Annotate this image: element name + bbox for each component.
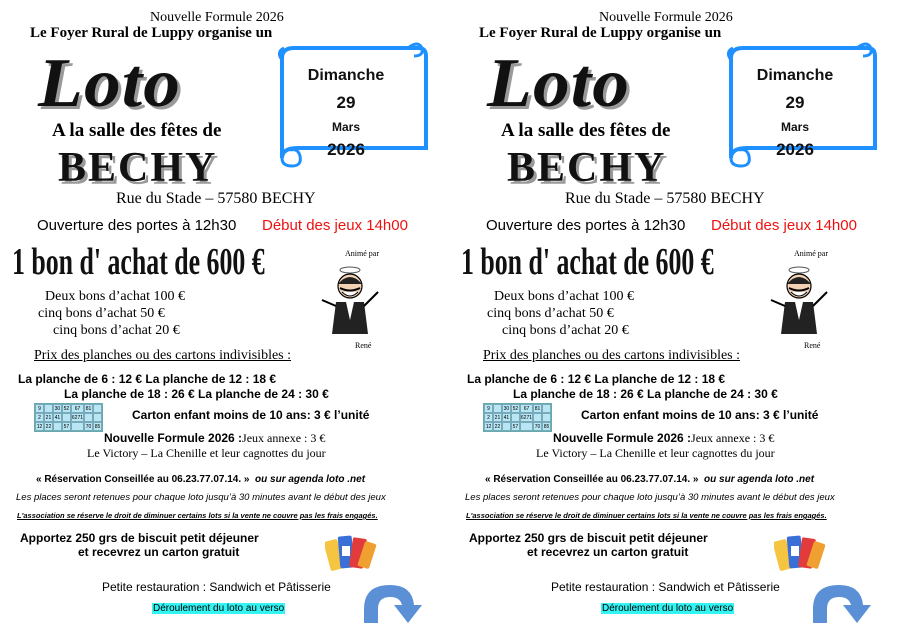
doors-open: Ouverture des portes à 12h30 [486,217,686,234]
reservation-web: ou sur agenda loto .net [255,474,366,485]
card-cell [511,413,520,422]
card-cell: 52 [512,405,519,412]
card-cell: 6271 [71,414,84,421]
reservation-phone: « Réservation Conseillée au 06.23.77.07.14. » [485,474,699,485]
annex-games: Le Victory – La Chenille et leur cagnottes du jour [87,446,326,460]
main-prize: 1 bon d' achat de 600 € [461,241,714,283]
town-title: BECHY [58,145,218,191]
new-formula-text: Jeux annexe : 3 € [242,431,326,445]
card-cell [93,404,102,413]
biscuit-offer: et recevrez un carton gratuit [527,545,689,559]
places-notice: Les places seront retenues pour chaque loto jusqu’à 30 minutes avant le début des jeux [465,492,835,503]
card-cell [93,413,102,422]
host-caricature-icon [769,262,831,340]
card-cell: 9 [484,404,493,413]
catering: Petite restauration : Sandwich et Pâtisserie [102,580,331,594]
card-cell: 21 [45,414,52,421]
card-cell [84,413,93,422]
card-cell: 2 [35,413,44,422]
card-cell: 6271 [520,414,533,421]
card-cell: 57 [63,423,70,430]
card-cell: 70 [534,423,541,430]
date-month: Mars [780,120,809,134]
card-cell: 9 [35,404,44,413]
prices-header: Prix des planches ou des cartons indivisibles : [34,348,292,363]
venue-prefix: A la salle des fêtes de [52,120,222,141]
card-cell: 21 [494,414,501,421]
prices-line: La planche de 18 : 26 € La planche de 24 : 30 € [513,387,778,401]
loto-title: Loto [487,45,631,122]
card-cell [542,404,551,413]
child-card-price: Carton enfant moins de 10 ans: 3 € l’unité [581,408,819,422]
host-name: René [355,341,372,350]
animated-by: Animé par [345,249,379,258]
address: Rue du Stade – 57580 BECHY [116,190,316,207]
biscuit-pack-icon [774,532,826,572]
association-notice: L'association se réserve le droit de diminuer certains lots si la vente ne couvre pas les frais engagés. [466,511,827,520]
card-cell [44,404,53,413]
card-cell [542,413,551,422]
date-year: 2026 [327,140,365,159]
animated-by: Animé par [794,249,828,258]
flyer-right [449,0,898,636]
card-cell [502,422,511,431]
prize-item: Deux bons d’achat 100 € [494,289,634,304]
loto-card-image [483,403,552,432]
address: Rue du Stade – 57580 BECHY [565,190,765,207]
annex-games: Le Victory – La Chenille et leur cagnottes du jour [536,446,775,460]
association-notice: L'association se réserve le droit de diminuer certains lots si la vente ne couvre pas les frais engagés. [17,511,378,520]
card-cell: 85 [543,423,550,430]
card-cell: 85 [94,423,101,430]
card-cell: 12 [485,423,492,430]
card-cell: 81 [534,405,541,412]
verso-note: Déroulement du loto au verso [153,603,285,614]
reservation [36,474,365,485]
prices-line: La planche de 6 : 12 € La planche de 12 : 18 € [18,372,277,386]
biscuit-offer: Apportez 250 grs de biscuit petit déjeuner [20,531,259,545]
reservation [485,474,814,485]
card-cell [62,413,71,422]
flyer-left [0,0,449,636]
organizer-line: Le Foyer Rural de Luppy organise un [479,25,722,41]
prices-header: Prix des planches ou des cartons indivisibles : [483,348,741,363]
date-year: 2026 [776,140,814,159]
card-cell [520,422,533,431]
prize-item: cinq bons d’achat 50 € [487,306,614,321]
card-cell: 2 [484,413,493,422]
reservation-web: ou sur agenda loto .net [704,474,815,485]
game-start: Début des jeux 14h00 [711,217,857,234]
organizer-line: Le Foyer Rural de Luppy organise un [30,25,273,41]
prize-item: cinq bons d’achat 20 € [53,323,180,338]
catering: Petite restauration : Sandwich et Pâtisserie [551,580,780,594]
formula-heading: Nouvelle Formule 2026 [150,10,284,25]
new-formula [553,431,774,446]
loto-card-image [34,403,103,432]
card-cell: 22 [494,423,501,430]
formula-heading: Nouvelle Formule 2026 [599,10,733,25]
card-cell: 22 [45,423,52,430]
date-dayname: Dimanche [756,67,834,84]
card-cell: 52 [63,405,70,412]
card-cell: 70 [85,423,92,430]
curved-arrow-icon [360,579,424,625]
card-cell: 81 [85,405,92,412]
prize-item: cinq bons d’achat 20 € [502,323,629,338]
card-cell: 30 [503,405,510,412]
doors-open: Ouverture des portes à 12h30 [37,217,237,234]
reservation-phone: « Réservation Conseillée au 06.23.77.07.14. » [36,474,250,485]
new-formula-label: Nouvelle Formule 2026 : [104,431,243,445]
date-day: 29 [785,93,805,112]
card-cell [493,404,502,413]
card-cell: 67 [71,404,84,413]
new-formula [104,431,325,446]
main-prize: 1 bon d' achat de 600 € [12,241,265,283]
town-title: BECHY [507,145,667,191]
biscuit-offer: Apportez 250 grs de biscuit petit déjeuner [469,531,708,545]
card-cell [533,413,542,422]
game-start: Début des jeux 14h00 [262,217,408,234]
card-cell: 67 [520,404,533,413]
new-formula-text: Jeux annexe : 3 € [691,431,775,445]
places-notice: Les places seront retenues pour chaque loto jusqu’à 30 minutes avant le début des jeux [16,492,386,503]
card-cell: 57 [512,423,519,430]
venue-prefix: A la salle des fêtes de [501,120,671,141]
prices-line: La planche de 6 : 12 € La planche de 12 : 18 € [467,372,726,386]
curved-arrow-icon [809,579,873,625]
date-dayname: Dimanche [307,67,385,84]
card-cell [53,422,62,431]
new-formula-label: Nouvelle Formule 2026 : [553,431,692,445]
prices-line: La planche de 18 : 26 € La planche de 24 : 30 € [64,387,329,401]
date-day: 29 [336,93,356,112]
biscuit-pack-icon [325,532,377,572]
card-cell: 41 [503,414,510,421]
biscuit-offer: et recevrez un carton gratuit [78,545,240,559]
card-cell [71,422,84,431]
verso-note: Déroulement du loto au verso [602,603,734,614]
card-cell: 12 [36,423,43,430]
child-card-price: Carton enfant moins de 10 ans: 3 € l’unité [132,408,370,422]
host-caricature-icon [320,262,382,340]
card-cell: 41 [54,414,61,421]
prize-item: Deux bons d’achat 100 € [45,289,185,304]
host-name: René [804,341,821,350]
loto-title: Loto [38,45,182,122]
card-cell: 30 [54,405,61,412]
prize-item: cinq bons d’achat 50 € [38,306,165,321]
date-month: Mars [331,120,360,134]
